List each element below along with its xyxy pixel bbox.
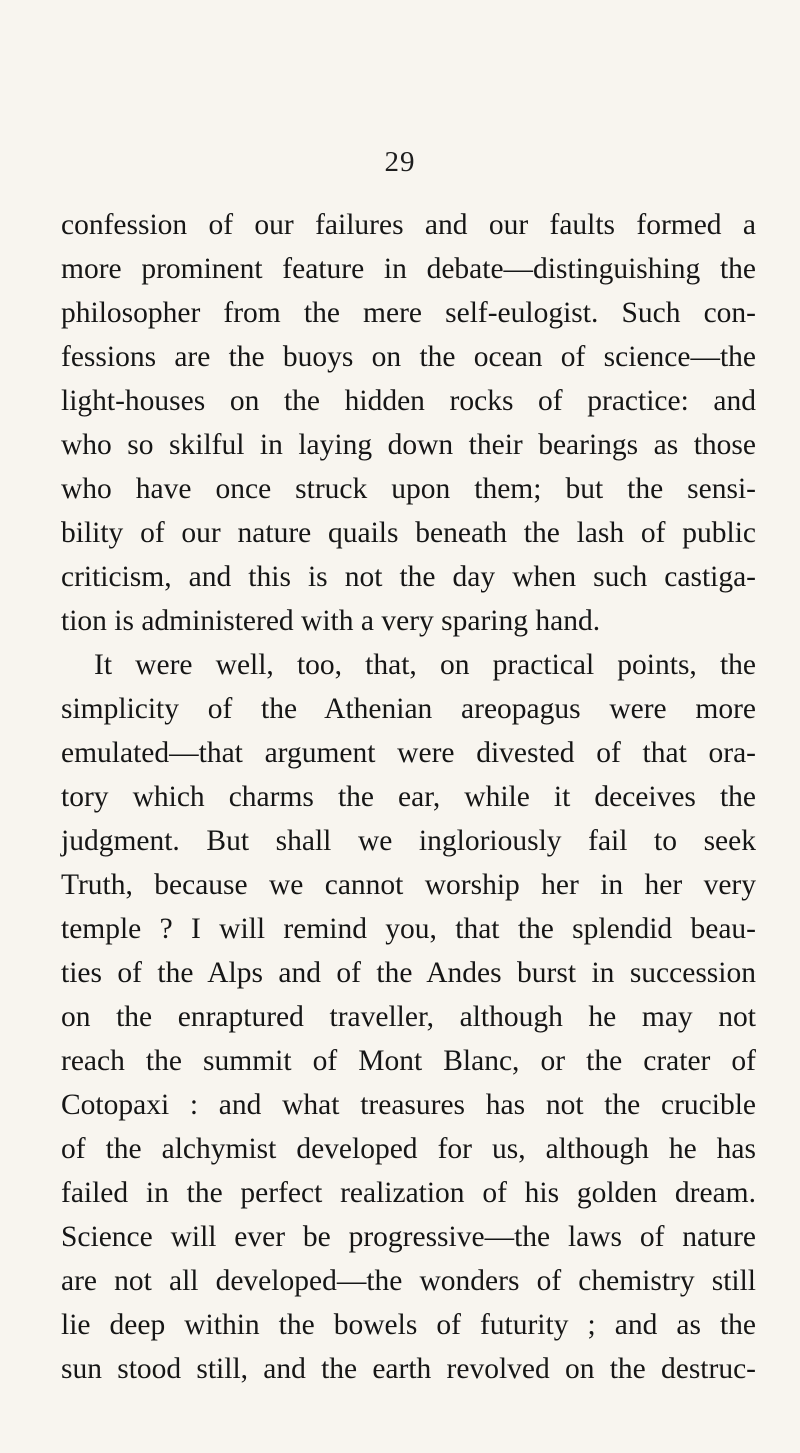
text-line: tion is administered with a very sparing hand.	[61, 605, 601, 637]
text-line: reach the summit of Mont Blanc, or the crater of	[61, 1045, 756, 1077]
text-line: bility of our nature quails beneath the lash of public	[61, 517, 756, 549]
text-line: ties of the Alps and of the Andes burst in succession	[61, 957, 756, 989]
text-line: light-houses on the hidden rocks of practice: and	[61, 385, 756, 417]
text-line: more prominent feature in debate—distinguishing the	[61, 253, 756, 285]
text-line: lie deep within the bowels of futurity ; and as the	[61, 1309, 756, 1341]
text-line: judgment. But shall we ingloriously fail to seek	[61, 825, 756, 857]
text-line: confession of our failures and our faults formed a	[61, 209, 756, 241]
text-line: who so skilful in laying down their bearings as those	[61, 429, 756, 461]
text-line: are not all developed—the wonders of chemistry still	[61, 1265, 756, 1297]
text-line: temple ? I will remind you, that the splendid beau-	[61, 913, 756, 945]
text-line: criticism, and this is not the day when such castiga-	[61, 561, 756, 593]
text-line: simplicity of the Athenian areopagus were more	[61, 693, 756, 725]
text-line: Truth, because we cannot worship her in her very	[61, 869, 756, 901]
text-line: It were well, too, that, on practical points, the	[94, 649, 756, 681]
text-line: sun stood still, and the earth revolved on the destruc-	[61, 1353, 756, 1385]
body-text	[61, 203, 756, 1391]
text-line: philosopher from the mere self-eulogist. Such con-	[61, 297, 756, 329]
text-line: Science will ever be progressive—the laws of nature	[61, 1221, 756, 1253]
text-line: fessions are the buoys on the ocean of science—the	[61, 341, 756, 373]
text-line: of the alchymist developed for us, although he has	[61, 1133, 756, 1165]
text-line: tory which charms the ear, while it deceives the	[61, 781, 756, 813]
text-line: on the enraptured traveller, although he may not	[61, 1001, 756, 1033]
text-line: who have once struck upon them; but the sensi-	[61, 473, 756, 505]
text-line: Cotopaxi : and what treasures has not the crucible	[61, 1089, 756, 1121]
text-line: emulated—that argument were divested of that ora-	[61, 737, 756, 769]
page-number: 29	[384, 146, 416, 178]
text-line: failed in the perfect realization of his golden dream.	[61, 1177, 756, 1209]
